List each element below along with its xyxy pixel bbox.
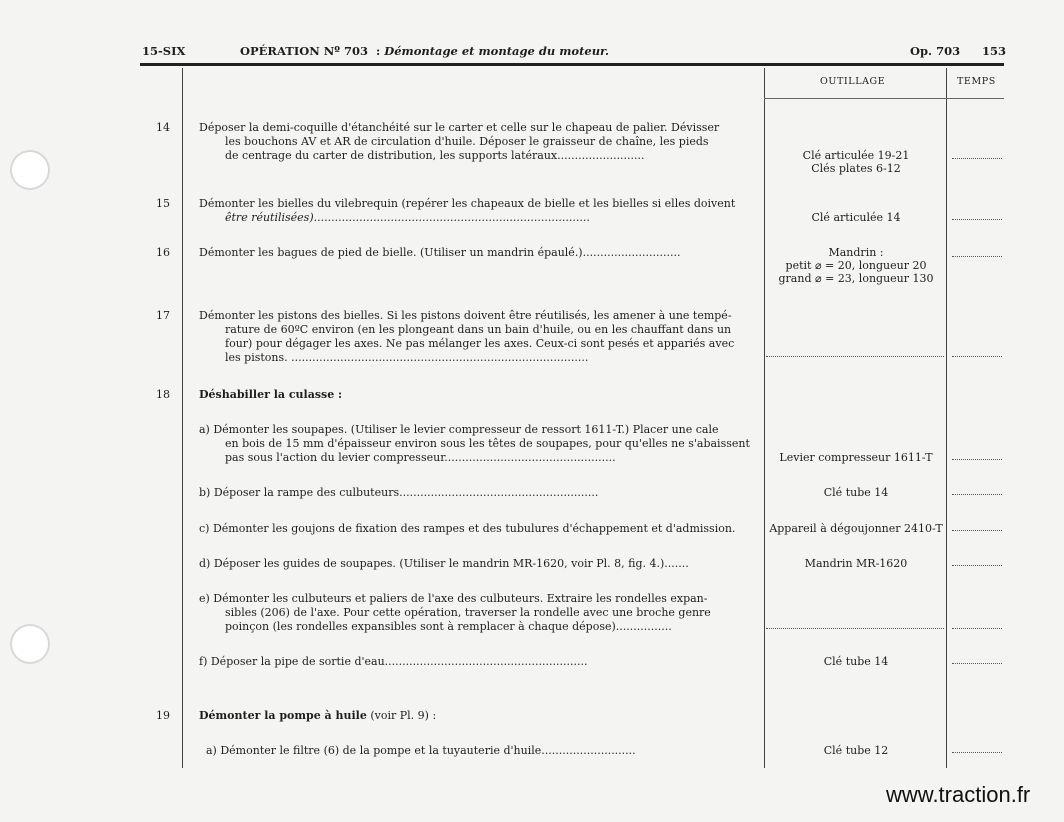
text-line: Démonter les bagues de pied de bielle. (Utiliser un mandrin épaulé.)............................ <box>199 246 681 259</box>
dotted-rule <box>766 356 944 357</box>
temps-blank <box>952 459 1002 460</box>
text-line: Déposer la demi-coquille d'étanchéité sur le carter et celle sur le chapeau de palier. Dévisser <box>199 121 720 134</box>
column-header-outillage: OUTILLAGE <box>820 76 886 87</box>
step-18a-text <box>199 423 750 465</box>
text-line: être réutilisées)............................................................................... <box>225 211 590 224</box>
step-18a-tool: Levier compresseur 1611-T <box>779 451 933 464</box>
tool-line: Clés plates 6-12 <box>811 162 901 175</box>
temps-blank <box>952 219 1002 220</box>
step-18b-text <box>199 486 598 500</box>
text-line: pas sous l'action du levier compresseur................................................. <box>225 451 616 464</box>
step-number-17: 17 <box>156 309 170 322</box>
text-line: Démonter les bielles du vilebrequin (repérer les chapeaux de bielle et les bielles si elles doivent <box>199 197 736 210</box>
tool-line: petit ⌀ = 20, longueur 20 <box>785 259 927 272</box>
text-line: sibles (206) de l'axe. Pour cette opération, traverser la rondelle avec une broche genre <box>225 606 711 619</box>
text-line: en bois de 15 mm d'épaisseur environ sous les têtes de soupapes, pour qu'elles ne s'abaissent <box>225 437 750 450</box>
step-18c-text <box>199 522 735 536</box>
step-18f-tool: Clé tube 14 <box>823 655 889 668</box>
temps-blank <box>952 752 1002 753</box>
step-17-text <box>199 309 734 365</box>
watermark-url: www.traction.fr <box>886 782 1031 807</box>
temps-blank <box>952 628 1002 629</box>
binder-hole-top <box>10 150 50 190</box>
temps-blank <box>952 356 1002 357</box>
temps-blank <box>952 530 1002 531</box>
step-18-title: Déshabiller la culasse : <box>199 388 343 401</box>
step-number-15: 15 <box>156 197 170 210</box>
text-line: c) Démonter les goujons de fixation des rampes et des tubulures d'échappement et d'admission. <box>199 522 736 535</box>
step-19-title-suffix: (voir Pl. 9) : <box>366 709 437 722</box>
temps-blank <box>952 565 1002 566</box>
step-15-tool <box>766 211 946 224</box>
step-18e-text <box>199 592 711 634</box>
temps-blank <box>952 256 1002 257</box>
binder-hole-bottom <box>10 624 50 664</box>
text-line: e) Démonter les culbuteurs et paliers de l'axe des culbuteurs. Extraire les rondelles expan- <box>199 592 708 605</box>
step-18f-text <box>199 655 587 669</box>
text-line: de centrage du carter de distribution, les supports latéraux......................... <box>225 149 645 162</box>
text-line: poinçon (les rondelles expansibles sont à remplacer à chaque dépose)................ <box>225 620 672 633</box>
step-15-text <box>199 197 735 225</box>
step-19a-tool: Clé tube 12 <box>823 744 889 757</box>
step-number-14: 14 <box>156 121 170 134</box>
header-rule <box>140 63 1004 66</box>
step-18d-tool: Mandrin MR-1620 <box>804 557 908 570</box>
step-18b-tool: Clé tube 14 <box>823 486 889 499</box>
tool-line: Clé articulée 19-21 <box>802 149 910 162</box>
text-line: les pistons. ..................................................................................... <box>225 351 589 364</box>
temps-blank <box>952 158 1002 159</box>
text-line: f) Déposer la pipe de sortie d'eau.......................................................... <box>199 655 588 668</box>
tool-line: Mandrin : <box>828 246 884 259</box>
tool-column-right-line <box>946 68 947 768</box>
text-line: d) Déposer les guides de soupapes. (Utiliser le mandrin MR-1620, voir Pl. 8, fig. 4.)....... <box>199 557 689 570</box>
step-16-text <box>199 246 681 260</box>
temps-blank <box>952 663 1002 664</box>
step-14-text <box>199 121 719 163</box>
text-line: Démonter les pistons des bielles. Si les pistons doivent être réutilisés, les amener à une tempé- <box>199 309 732 322</box>
dotted-rule <box>766 628 944 629</box>
step-14-tool <box>766 149 946 175</box>
step-16-tool <box>766 246 946 285</box>
header-series: 15-SIX <box>142 44 186 58</box>
tool-line: grand ⌀ = 23, longueur 130 <box>778 272 934 285</box>
step-18d-text <box>199 557 689 571</box>
step-19a-text <box>206 744 636 758</box>
column-header-temps: TEMPS <box>957 76 996 87</box>
step-19-title-bold: Démonter la pompe à huile <box>199 709 367 722</box>
temps-blank <box>952 494 1002 495</box>
text-line: four) pour dégager les axes. Ne pas mélanger les axes. Ceux-ci sont pesés et appariés avec <box>225 337 735 350</box>
text-line: a) Démonter le filtre (6) de la pompe et la tuyauterie d'huile........................... <box>206 744 636 757</box>
step-19-title <box>199 709 436 723</box>
text-line: les bouchons AV et AR de circulation d'huile. Déposer le graisseur de chaîne, les pieds <box>225 135 709 148</box>
number-column-line <box>182 68 183 768</box>
text-line: a) Démonter les soupapes. (Utiliser le levier compresseur de ressort 1611-T.) Placer une cale <box>199 423 719 436</box>
step-18c-tool: Appareil à dégoujonner 2410-T <box>769 522 943 535</box>
text-line: rature de 60ºC environ (en les plongeant dans un bain d'huile, ou en les chauffant dans un <box>225 323 732 336</box>
header-page-number: 153 <box>982 44 1007 58</box>
step-number-18: 18 <box>156 388 170 401</box>
text-line: b) Déposer la rampe des culbuteurs......................................................... <box>199 486 599 499</box>
header-op-ref: Op. 703 <box>910 44 961 58</box>
step-number-19: 19 <box>156 709 170 722</box>
tool-column-left-line <box>764 68 765 768</box>
header-subtitle: : Démontage et montage du moteur. <box>376 44 610 58</box>
header-operation: OPÉRATION Nº 703 <box>240 44 369 58</box>
tool-line: Clé articulée 14 <box>811 211 901 224</box>
header-subtitle-text: Démontage et montage du moteur. <box>384 44 610 58</box>
step-number-16: 16 <box>156 246 170 259</box>
column-head-rule <box>764 98 1004 99</box>
